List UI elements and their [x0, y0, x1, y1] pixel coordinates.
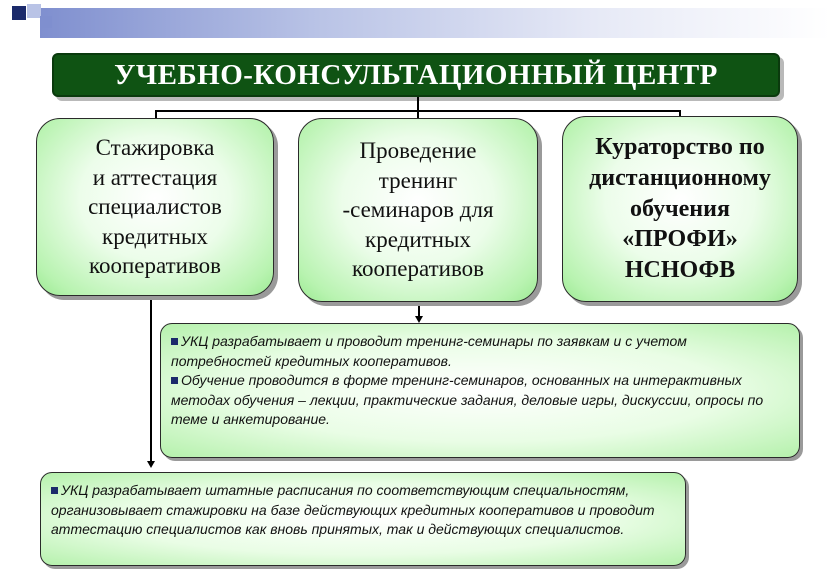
card-internship-certification	[36, 118, 274, 296]
note-training-paragraph-1	[171, 332, 789, 371]
note-internship-description	[40, 472, 686, 566]
note-training-paragraph-2	[171, 371, 789, 430]
bullet-icon	[171, 338, 178, 345]
note-training-description	[160, 323, 800, 458]
decor-square-light	[27, 4, 41, 18]
card-internship-certification-text: Стажировка и аттестация специалистов кредитных кооперативов	[88, 135, 222, 279]
decor-square-dark	[12, 6, 26, 20]
note-internship-paragraph-1-text: УКЦ разрабатывает штатные расписания по соответствующим специальностям, организовывает стажировки на базе действующих кредитных кооперативов и проводит аттестацию специалистов как вновь принятых, так и действующих специалистов.	[51, 482, 655, 538]
center-title-text: УЧЕБНО-КОНСУЛЬТАЦИОННЫЙ ЦЕНТР	[114, 58, 718, 91]
note-training-paragraph-1-text: УКЦ разрабатывает и проводит тренинг-семинары по заявкам и с учетом потребностей кредитных кооперативов.	[171, 333, 687, 369]
note-training-paragraph-2-text: Обучение проводится в форме тренинг-семинаров, основанных на интерактивных методах обучения – лекции, практические задания, деловые игры, дискуссии, опросы по теме и анкетирование.	[171, 372, 764, 428]
bullet-icon	[51, 487, 58, 494]
card-training-seminars	[298, 118, 538, 302]
arrow-left-to-note	[147, 461, 155, 468]
connector-title-stem	[417, 97, 419, 111]
center-title	[52, 53, 780, 97]
connector-left-to-note	[150, 297, 152, 462]
note-internship-paragraph-1	[51, 481, 675, 540]
bullet-icon	[171, 377, 178, 384]
header-gradient-bar	[40, 8, 830, 38]
card-distance-curatorship-text: Кураторство по дистанционному обучения «ПРОФИ» НСНОФВ	[589, 134, 771, 284]
card-distance-curatorship	[562, 116, 798, 302]
card-training-seminars-text: Проведение тренинг -семинаров для кредитных кооперативов	[342, 138, 494, 282]
decor-square-mid	[40, 16, 52, 28]
arrow-middle-to-note	[415, 316, 423, 323]
